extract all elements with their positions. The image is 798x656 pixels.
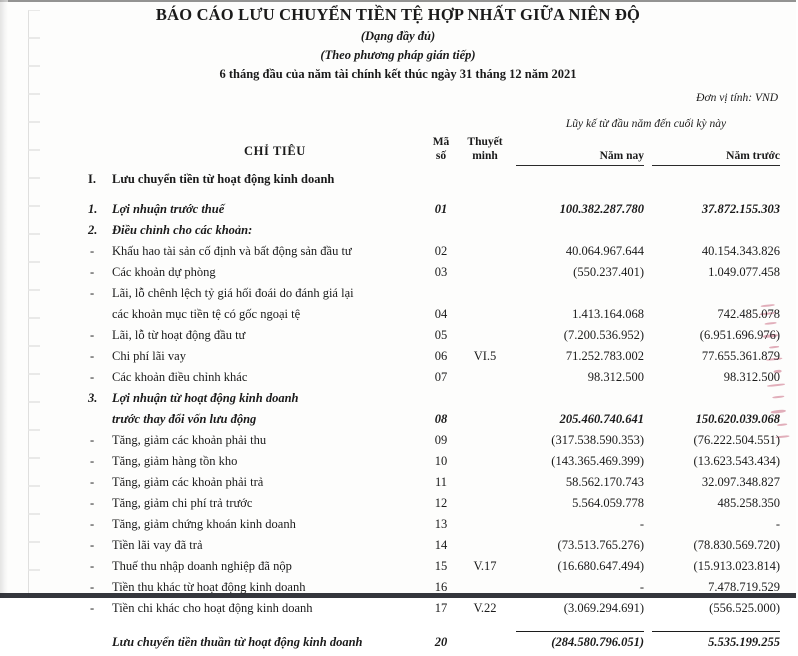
currency-unit-note: Đơn vị tính: VND [696,92,778,104]
row-spacer-before-total [0,622,796,629]
row-code: 17 [434,601,448,615]
column-header-previous-year: Năm trước [726,150,780,162]
row-previous-value: 32.097.348.827 [701,475,780,489]
table-row [0,286,796,307]
column-header-note-line2: minh [472,150,498,162]
row-num: 2. [88,223,98,237]
row-previous-value: - [775,517,780,531]
row-current-value: (3.069.294.691) [563,601,644,615]
total-rule-current [516,631,644,632]
row-label: các khoản mục tiền tệ có gốc ngoại tệ [112,307,301,321]
subtitle-method: (Theo phương pháp gián tiếp) [320,48,476,62]
row-label: trước thay đổi vốn lưu động [112,412,257,426]
total-row-previous-value: 5.535.199.255 [708,635,780,649]
row-previous-value: 98.312.500 [723,370,780,384]
total-rule-previous [652,631,780,632]
row-label: Lợi nhuận từ hoạt động kinh doanh [112,391,299,405]
row-label: Tăng, giảm các khoản phải trả [112,475,264,489]
column-header-code-line2: số [435,150,447,162]
row-dash: - [90,538,95,552]
row-label: Lãi, lỗ từ hoạt động đầu tư [112,328,246,342]
row-code: 04 [434,307,448,321]
row-current-value: (16.680.647.494) [557,559,644,573]
table-row [0,580,796,601]
row-code: 02 [434,244,448,258]
row-code: 14 [434,538,448,552]
row-label: Điều chỉnh cho các khoản: [112,223,253,237]
row-dash: - [90,454,95,468]
row-dash: - [90,496,95,510]
table-row [0,244,796,265]
row-previous-value: (6.951.696.976) [699,328,780,342]
row-code: 13 [434,517,448,531]
row-previous-value: 77.655.361.879 [701,349,780,363]
table-row [0,496,796,517]
row-current-value: (550.237.401) [573,265,644,279]
row-label: Tiền lãi vay đã trả [112,538,203,552]
row-current-value: 58.562.170.743 [565,475,644,489]
row-label: Tiền chi khác cho hoạt động kinh doanh [112,601,313,615]
row-code: 16 [434,580,448,594]
row-current-value: (317.538.590.353) [551,433,644,447]
column-rule-current-year [516,165,644,166]
row-current-value: (73.513.765.276) [557,538,644,552]
page-title: BÁO CÁO LƯU CHUYỂN TIỀN TỆ HỢP NHẤT GIỮA NIÊN ĐỘ [155,5,641,24]
row-label: Tăng, giảm chi phí trả trước [112,496,253,510]
row-current-value: - [639,580,644,594]
subtitle-period: 6 tháng đầu của năm tài chính kết thúc ngày 31 tháng 12 năm 2021 [219,67,577,81]
row-dash: - [90,601,95,615]
row-dash: - [90,244,95,258]
table-row [0,517,796,538]
row-dash: - [90,475,95,489]
row-code: 12 [434,496,448,510]
table-row [0,328,796,349]
total-row [0,635,796,656]
row-code: 10 [434,454,448,468]
row-label: Các khoản điều chỉnh khác [112,370,248,384]
row-note: VI.5 [473,349,497,363]
row-current-value: 1.413.164.068 [572,307,644,321]
table-row [0,412,796,433]
table-row [0,559,796,580]
row-current-value: 71.252.783.002 [565,349,644,363]
row-label: Khấu hao tài sản cố định và bất động sản đầu tư [112,244,352,258]
table-row [0,391,796,412]
row-label: Lợi nhuận trước thuế [112,202,225,216]
column-header-indicator: CHỈ TIÊU [244,144,306,158]
row-label: Tiền thu khác từ hoạt động kinh doanh [112,580,306,594]
row-previous-value: (76.222.504.551) [693,433,780,447]
table-row [0,538,796,559]
row-label: Thuế thu nhập doanh nghiệp đã nộp [112,559,292,573]
row-current-value: (7.200.536.952) [563,328,644,342]
row-current-value: 98.312.500 [587,370,644,384]
table-row [0,475,796,496]
row-label: Các khoản dự phòng [112,265,216,279]
row-current-value: (143.365.469.399) [551,454,644,468]
total-row-label: Lưu chuyển tiền thuần từ hoạt động kinh doanh [112,635,363,649]
table-row [0,307,796,328]
table-row [0,202,796,223]
total-row-code: 20 [434,635,448,649]
row-label: Lãi, lỗ chênh lệch tỷ giá hối đoái do đánh giá lại [112,286,354,300]
row-note: V.17 [473,559,497,573]
section-heading-row [0,172,796,193]
row-dash: - [90,433,95,447]
row-code: 09 [434,433,448,447]
row-previous-value: (78.830.569.720) [693,538,780,552]
row-dash: - [90,370,95,384]
column-header-note [460,135,510,163]
subtitle-form: (Dạng đầy đủ) [360,29,436,43]
row-dash: - [90,580,95,594]
column-header-current-year: Năm nay [599,150,644,162]
column-header-code [424,135,458,163]
row-dash: - [90,286,95,300]
row-previous-value: 40.154.343.826 [701,244,780,258]
row-num: 3. [88,391,98,405]
row-current-value: 5.564.059.778 [572,496,644,510]
row-previous-value: 150.620.039.068 [695,412,780,426]
row-previous-value: 7.478.719.529 [708,580,780,594]
row-code: 08 [434,412,448,426]
row-previous-value: (13.623.543.434) [693,454,780,468]
column-rule-previous-year [652,165,780,166]
row-current-value: - [639,517,644,531]
section-title: Lưu chuyển tiền từ hoạt động kinh doanh [112,172,335,186]
column-header-note-line1: Thuyết [467,136,503,148]
row-dash: - [90,517,95,531]
row-label: Tăng, giảm hàng tồn kho [112,454,238,468]
row-code: 11 [434,475,448,489]
table-row [0,265,796,286]
row-previous-value: 37.872.155.303 [701,202,780,216]
table-row [0,433,796,454]
column-group-header-cumulative: Lũy kế từ đầu năm đến cuối kỳ này [565,118,727,130]
row-note: V.22 [473,601,497,615]
row-code: 15 [434,559,448,573]
row-dash: - [90,265,95,279]
table-row [0,454,796,475]
row-code: 03 [434,265,448,279]
table-row [0,370,796,391]
row-previous-value: 742.485.078 [717,307,780,321]
row-num: 1. [88,202,98,216]
table-row [0,349,796,370]
row-dash: - [90,328,95,342]
row-label: Chi phí lãi vay [112,349,186,363]
row-dash: - [90,559,95,573]
row-code: 07 [434,370,448,384]
row-code: 05 [434,328,448,342]
row-spacer [0,193,796,202]
total-row-current-value: (284.580.796.051) [551,635,644,649]
row-code: 06 [434,349,448,363]
row-previous-value: (15.913.023.814) [693,559,780,573]
row-current-value: 205.460.740.641 [559,412,644,426]
row-label: Tăng, giảm các khoản phải thu [112,433,267,447]
row-dash: - [90,349,95,363]
section-roman-numeral: I. [88,172,96,186]
table-row [0,223,796,244]
row-label: Tăng, giảm chứng khoán kinh doanh [112,517,296,531]
row-current-value: 40.064.967.644 [565,244,644,258]
row-previous-value: 1.049.077.458 [708,265,780,279]
row-previous-value: 485.258.350 [717,496,780,510]
row-current-value: 100.382.287.780 [559,202,644,216]
scan-top-edge-line [0,0,796,2]
column-header-code-line1: Mã [432,136,450,148]
row-code: 01 [434,202,448,216]
row-previous-value: (556.525.000) [709,601,780,615]
statement-rows [0,172,796,656]
table-row [0,601,796,622]
